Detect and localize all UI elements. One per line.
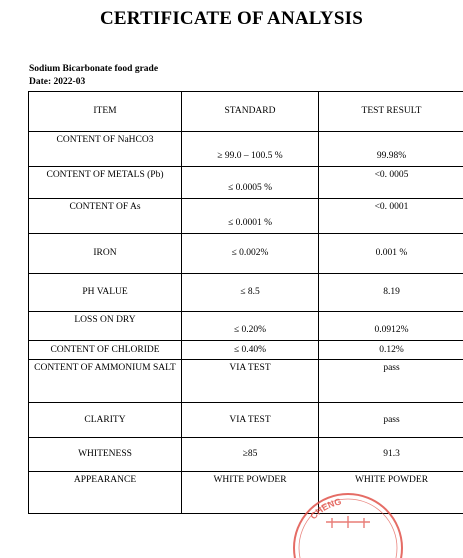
table-row [29, 274, 463, 312]
table-row [29, 234, 463, 274]
row-result: WHITE POWDER [319, 472, 463, 514]
row-result: pass [319, 360, 463, 403]
row-standard: ≥ 99.0 – 100.5 % [182, 132, 319, 167]
row-standard: ≤ 0.0001 % [182, 199, 319, 234]
document-title: CERTIFICATE OF ANALYSIS [0, 8, 463, 30]
row-result: <0. 0005 [319, 167, 463, 199]
header-standard: STANDARD [182, 92, 319, 132]
table-row [29, 312, 463, 341]
row-item: PH VALUE [29, 274, 182, 312]
table-row [29, 360, 463, 403]
row-item: LOSS ON DRY [29, 312, 182, 341]
stamp-text: CHENG [308, 496, 342, 521]
row-item: CONTENT OF AMMONIUM SALT [29, 360, 182, 403]
table-row [29, 438, 463, 472]
product-name: Sodium Bicarbonate food grade [29, 64, 158, 74]
row-standard: ≤ 8.5 [182, 274, 319, 312]
row-result: 99.98% [319, 132, 463, 167]
document-date: Date: 2022-03 [29, 77, 85, 87]
row-standard: VIA TEST [182, 403, 319, 438]
row-item: WHITENESS [29, 438, 182, 472]
row-result: pass [319, 403, 463, 438]
row-item: APPEARANCE [29, 472, 182, 514]
row-standard: ≤ 0.0005 % [182, 167, 319, 199]
row-standard: ≤ 0.40% [182, 341, 319, 360]
row-result: 0.0912% [319, 312, 463, 341]
row-result: 91.3 [319, 438, 463, 472]
table-row [29, 167, 463, 199]
row-result: <0. 0001 [319, 199, 463, 234]
table-row [29, 341, 463, 360]
row-item: CLARITY [29, 403, 182, 438]
row-result: 8.19 [319, 274, 463, 312]
row-standard: VIA TEST [182, 360, 319, 403]
row-standard: ≤ 0.20% [182, 312, 319, 341]
row-standard: WHITE POWDER [182, 472, 319, 514]
analysis-table [28, 91, 463, 514]
row-standard: ≥85 [182, 438, 319, 472]
row-standard: ≤ 0.002% [182, 234, 319, 274]
row-item: CONTENT OF As [29, 199, 182, 234]
header-test-result: TEST RESULT [319, 92, 463, 132]
row-result: 0.12% [319, 341, 463, 360]
row-result: 0.001 % [319, 234, 463, 274]
table-header-row [29, 92, 463, 132]
row-item: CONTENT OF NaHCO3 [29, 132, 182, 167]
row-item: CONTENT OF CHLORIDE [29, 341, 182, 360]
table-row [29, 132, 463, 167]
header-item: ITEM [29, 92, 182, 132]
table-row [29, 403, 463, 438]
table-row [29, 199, 463, 234]
row-item: IRON [29, 234, 182, 274]
table-row [29, 472, 463, 514]
row-item: CONTENT OF METALS (Pb) [29, 167, 182, 199]
